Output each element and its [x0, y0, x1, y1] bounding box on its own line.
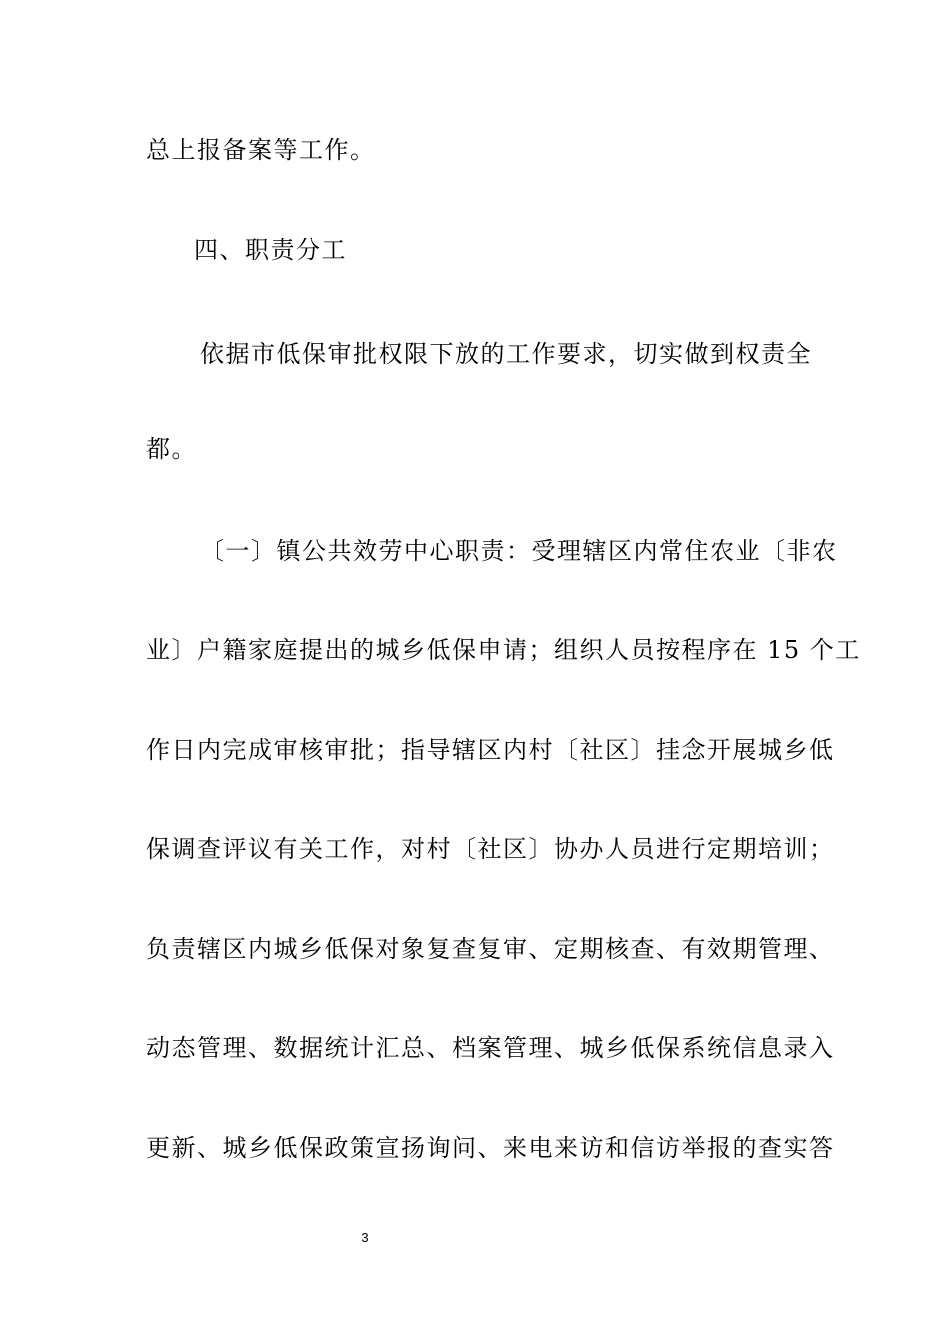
text-line-7: 作日内完成审核审批；指导辖区内村〔社区〕挂念开展城乡低: [146, 736, 835, 764]
section-heading: 四、职责分工: [194, 236, 347, 264]
subsection-paragraph-start: 〔一〕镇公共效劳中心职责：受理辖区内常住农业〔非农: [200, 537, 838, 565]
text-line-1: 总上报备案等工作。: [146, 136, 376, 164]
text-line-8: 保调查评议有关工作，对村〔社区〕协办人员进行定期培训；: [146, 835, 835, 863]
page-number: 3: [361, 1230, 369, 1245]
text-line-11: 更新、城乡低保政策宣扬询问、来电来访和信访举报的查实答: [146, 1134, 835, 1162]
text-line-6: 业〕户籍家庭提出的城乡低保申请；组织人员按程序在 15 个工: [146, 636, 861, 664]
text-line-9: 负责辖区内城乡低保对象复查复审、定期核查、有效期管理、: [146, 935, 835, 963]
text-line-3: 依据市低保审批权限下放的工作要求，切实做到权责全: [200, 340, 812, 368]
text-line-4: 都。: [146, 435, 197, 463]
text-line-10: 动态管理、数据统计汇总、档案管理、城乡低保系统信息录入: [146, 1034, 835, 1062]
